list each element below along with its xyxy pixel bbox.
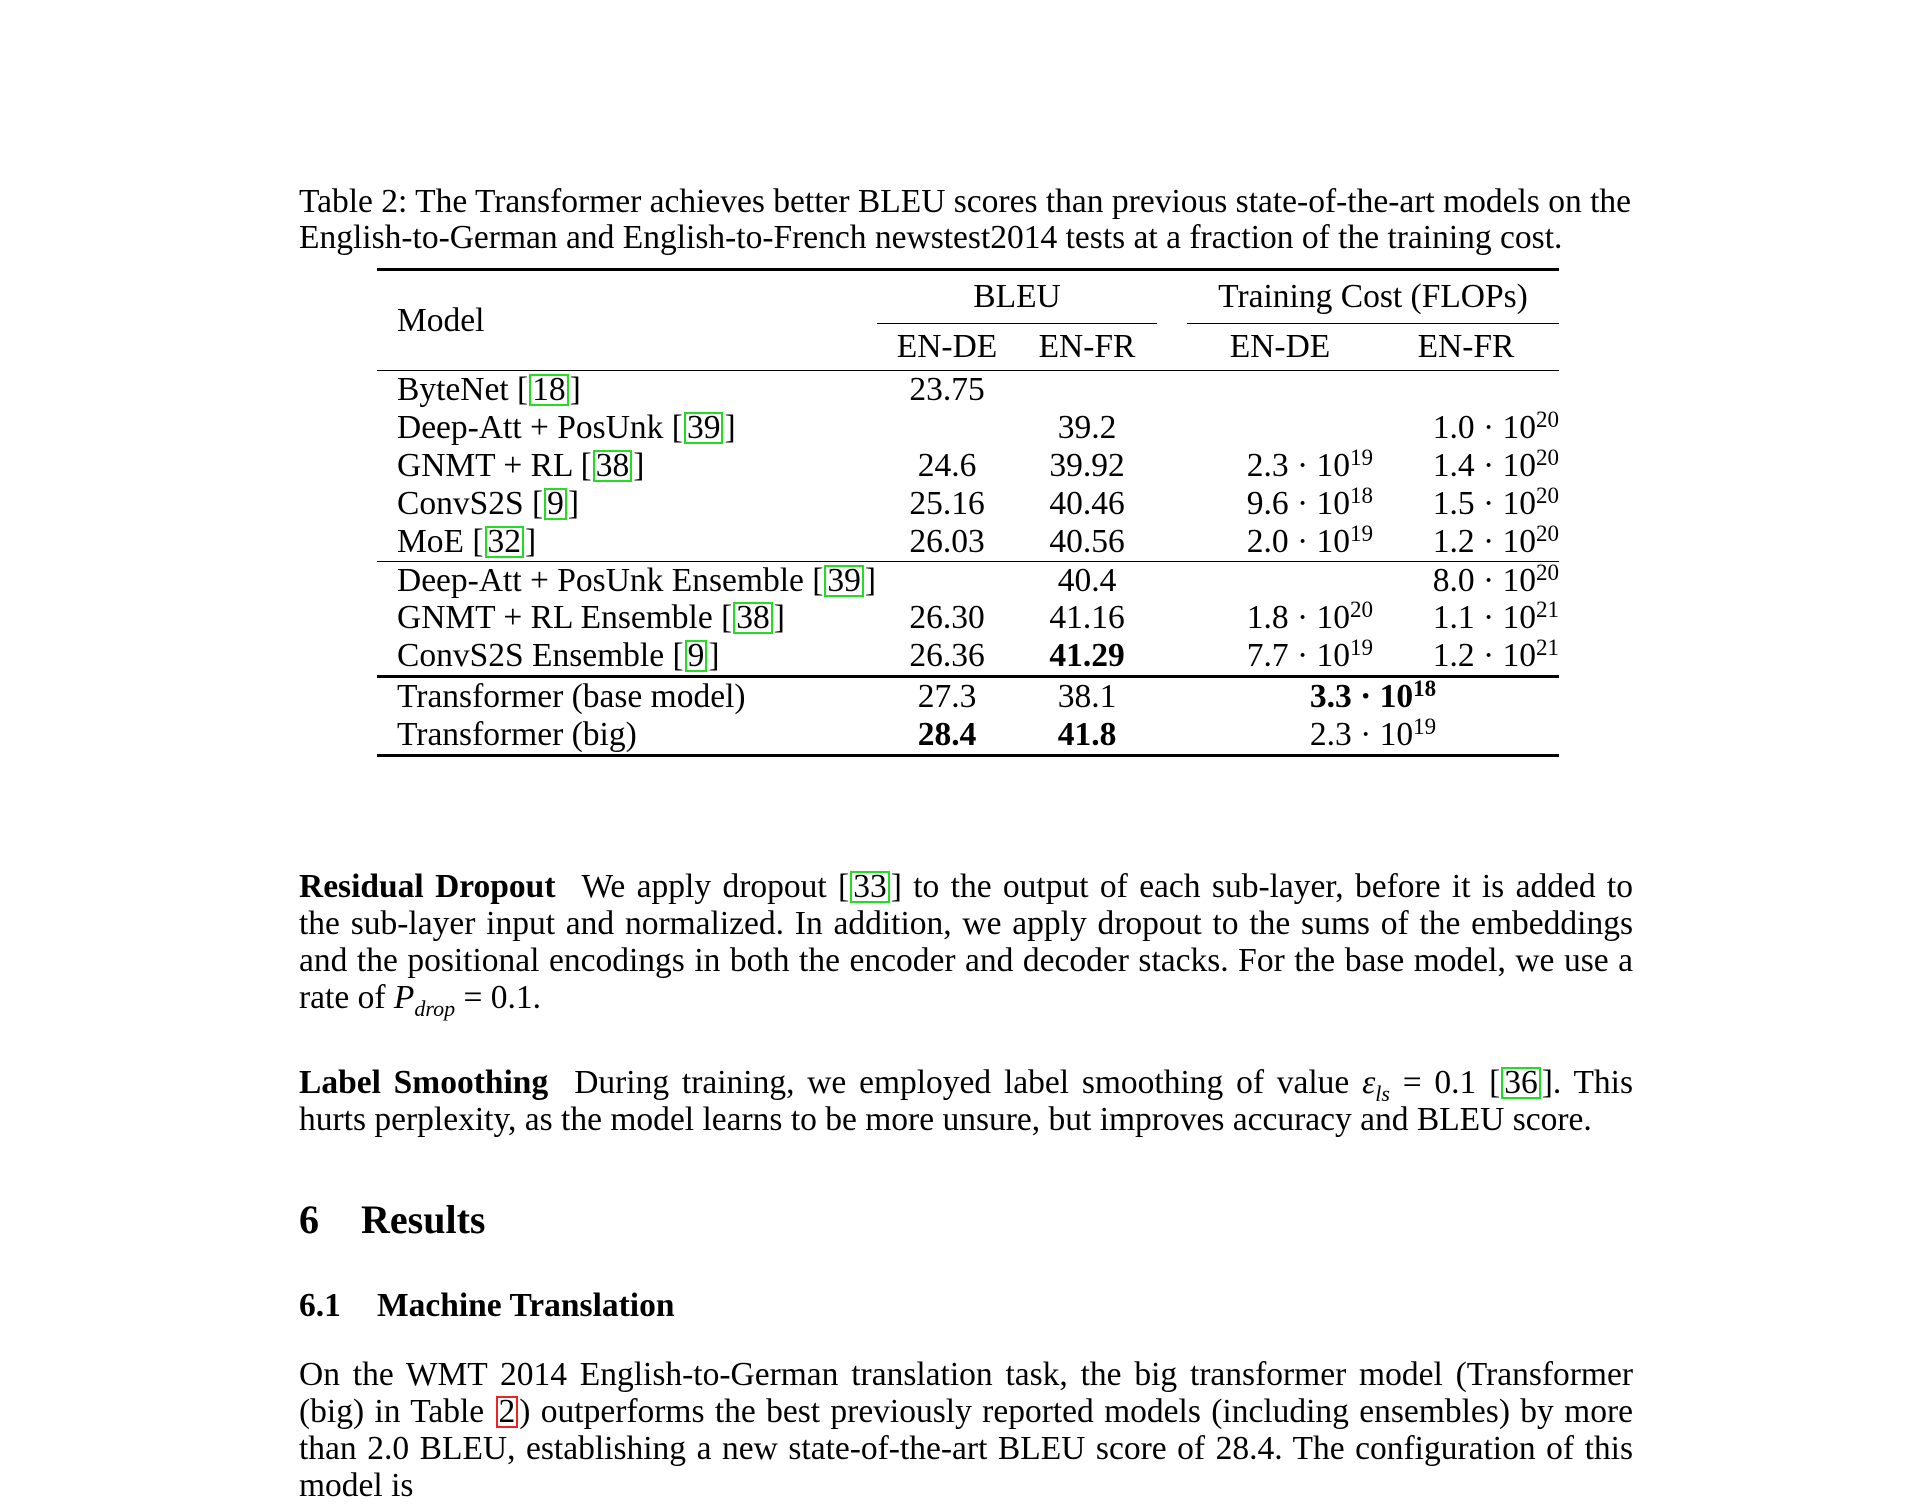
cost-group-header: Training Cost (FLOPs) [1187,270,1559,324]
bleu-enfr-header: EN-FR [1038,328,1136,365]
table-caption [299,184,1639,256]
cost-ende-cell: $7.7 \cdot 10^{19}$ [1246,635,1373,675]
model-name: Transformer (big) [397,716,637,754]
cost-enfr-cell: $1.0 \cdot 10^{20}$ [1432,406,1559,446]
table-row [377,677,1559,716]
table-row: ByteNet [ 18 ] 23.75 [377,371,1559,409]
bleu-ende-cell: 27.3 [917,678,977,716]
bleu-ende-cell: 26.03 [909,522,985,560]
caption-label: Table 2: [299,183,408,220]
table-row: Deep-Att + PosUnk [ 39 ] 39.2 $1.0 \cdot 10^{20}$ [397,406,1559,446]
table-row: ConvS2S Ensemble [ 9 ] 26.36 41.29 $7.7 \cdot 10^{19}$ $1.2 \cdot 10^{21}$ [377,637,1559,676]
model-name: Transformer (base model) [397,678,746,716]
bleu-enfr-cell: 41.8 [1057,716,1117,754]
bleu-enfr-cell: 39.92 [1049,446,1125,484]
section-heading: 6 Results [299,1197,486,1242]
bleu-enfr-cell: 41.16 [1049,599,1125,637]
model-name: GNMT + RL Ensemble [397,599,713,637]
model-name: GNMT + RL [397,446,573,484]
cost-enfr-cell [1373,371,1559,409]
citation-link[interactable]: 36 [1501,1067,1541,1099]
cost-enfr-cell: $1.2 \cdot 10^{21}$ [1432,635,1559,675]
bleu-ende-cell [877,409,1017,447]
citation-link[interactable]: 18 [529,374,569,406]
bleu-ende-cell: 25.16 [909,484,985,522]
cost-ende-cell: $2.3 \cdot 10^{19}$ [1246,444,1373,484]
table-row [377,716,1559,755]
bleu-enfr-cell: 41.29 [1049,637,1125,675]
paragraph-heading: Label Smoothing [299,1064,549,1101]
cost-cell: $2.3 \cdot 10^{19}$ [1309,714,1437,754]
results-table [377,268,1559,757]
cost-enfr-cell: $1.2 \cdot 10^{20}$ [1432,520,1559,560]
citation-link[interactable]: 9 [544,488,567,520]
cost-ende-header: EN-DE [1229,328,1331,365]
citation-link[interactable]: 33 [850,871,890,903]
bleu-enfr-cell: 40.4 [1057,561,1117,599]
cost-ende-cell [1187,561,1373,599]
model-name: ByteNet [397,371,509,408]
bleu-enfr-cell: 40.56 [1049,522,1125,560]
bleu-enfr-cell: 39.2 [1057,408,1117,446]
residual-dropout-paragraph: Residual Dropout We apply dropout [ 33 ] to the output of each sub-layer, before it is added to the sub-layer input and normalized. In addition, we apply dropout to the sums of the embeddings and the positional encodings in both the encoder and decoder stacks. For the base model, we use a rate of $P_{drop} = 0.1$. [299,868,1633,1021]
table-row: Deep-Att + PosUnk Ensemble [ 39 ] 40.4 $8.0 \cdot 10^{20}$ [377,561,1559,599]
bleu-enfr-cell [1017,371,1157,409]
table-row: GNMT + RL Ensemble [ 38 ] 26.30 41.16 $1.8 \cdot 10^{20}$ $1.1 \cdot 10^{21}$ [397,597,1559,637]
cost-cell: $3.3 \cdot 10^{18}$ [1309,676,1437,716]
cost-ende-cell: $2.0 \cdot 10^{19}$ [1246,520,1373,560]
model-column-header: Model [397,301,485,339]
model-name: MoE [397,522,464,560]
bleu-ende-header: EN-DE [896,328,998,365]
cost-ende-cell [1187,409,1373,447]
citation-link[interactable]: 38 [593,450,633,482]
bleu-ende-cell: 28.4 [917,716,977,754]
cost-ende-cell: $1.8 \cdot 10^{20}$ [1246,597,1373,637]
bleu-ende-cell [877,561,1017,599]
cost-enfr-cell: $1.5 \cdot 10^{20}$ [1432,482,1559,522]
model-name: Deep-Att + PosUnk Ensemble [397,561,804,599]
table-row: GNMT + RL [ 38 ] 24.6 39.92 $2.3 \cdot 10^{19}$ $1.4 \cdot 10^{20}$ [397,444,1559,484]
table-reference-link[interactable]: 2 [496,1396,519,1428]
model-name: ConvS2S [397,484,524,522]
table-row: MoE [ 32 ] 26.03 40.56 $2.0 \cdot 10^{19}$ $1.2 \cdot 10^{20}$ [397,520,1559,560]
model-name: Deep-Att + PosUnk [397,408,664,446]
caption-text: The Transformer achieves better BLEU scores than previous state-of-the-art models on the English-to-German and English-to-French newstest2014 tests at a fraction of the training cost. [299,183,1632,256]
bleu-ende-cell: 26.30 [909,599,985,637]
label-smoothing-paragraph: Label Smoothing During training, we employed label smoothing of value $\varepsilon_{ls} = 0.1$ [ 36 ]. This hurts perplexity, as the model learns to be more unsure, but improves accuracy and BLEU score. [299,1064,1634,1138]
citation-link[interactable]: 32 [485,526,525,558]
table-row: ConvS2S [ 9 ] 25.16 40.46 $9.6 \cdot 10^{18}$ $1.5 \cdot 10^{20}$ [397,482,1559,522]
bleu-group-header: BLEU [877,270,1157,324]
model-name: ConvS2S Ensemble [397,637,665,675]
cost-enfr-cell: $1.4 \cdot 10^{20}$ [1432,444,1559,484]
citation-link[interactable]: 9 [685,640,708,672]
paragraph-heading: Residual Dropout [299,868,556,905]
cost-enfr-cell: $1.1 \cdot 10^{21}$ [1432,597,1559,637]
bleu-enfr-cell: 40.46 [1049,484,1125,522]
bleu-ende-cell: 26.36 [909,637,985,675]
cost-enfr-cell: $8.0 \cdot 10^{20}$ [1432,559,1559,599]
cost-ende-cell: $9.6 \cdot 10^{18}$ [1246,482,1373,522]
results-paragraph: On the WMT 2014 English-to-German translation task, the big transformer model (Transformer (big) in Table 2 ) outperforms the best previously reported models (including ensembles) by more than 2.0 BLEU, establishing a new state-of-the-art BLEU score of 28.4. The configuration of this model is [299,1356,1633,1504]
bleu-ende-cell: 24.6 [917,446,977,484]
citation-link[interactable]: 39 [684,412,724,444]
citation-link[interactable]: 38 [733,602,773,634]
cost-enfr-header: EN-FR [1417,328,1515,365]
bleu-enfr-cell: 38.1 [1057,678,1117,716]
subsection-heading: 6.1 Machine Translation [299,1287,675,1324]
cost-ende-cell [1187,371,1373,409]
bleu-ende-cell: 23.75 [909,371,985,408]
citation-link[interactable]: 39 [824,565,864,597]
